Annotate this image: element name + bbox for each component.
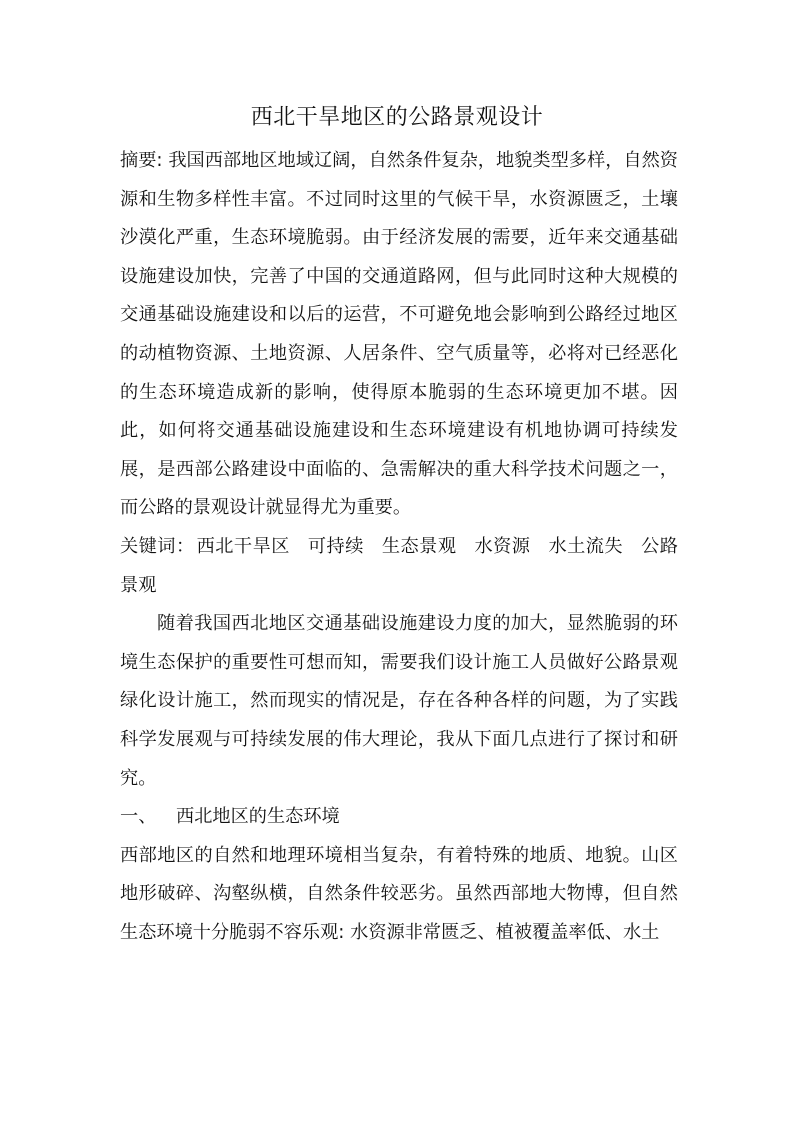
- keyword-item: 公路景观: [120, 535, 678, 596]
- abstract-paragraph: [120, 142, 678, 528]
- abstract-label: 摘要:: [120, 150, 163, 171]
- document-body: [120, 142, 678, 952]
- document-title: 西北干旱地区的公路景观设计: [250, 105, 544, 130]
- keyword-item: 水资源: [474, 535, 531, 557]
- section-number: 一、: [120, 806, 157, 828]
- section-paragraph: 西部地区的自然和地理环境相当复杂，有着特殊的地质、地貌。山区地形破碎、沟壑纵横，自然条件较恶劣。虽然西部地大物博，但自然生态环境十分脆弱不容乐观: 水资源非常匮乏、植被覆盖率低、水土: [120, 844, 678, 943]
- keyword-item: 西北干旱区: [196, 535, 290, 557]
- keywords-paragraph: [120, 528, 678, 605]
- keyword-item: 水土流失: [548, 535, 624, 557]
- section-title: 西北地区的生态环境: [176, 806, 340, 828]
- section-heading: [120, 798, 678, 837]
- keyword-item: 生态景观: [381, 535, 457, 557]
- keywords-label: 关键词：: [120, 535, 195, 557]
- abstract-text: 我国西部地区地域辽阔，自然条件复杂，地貌类型多样，自然资源和生物多样性丰富。不过同时这里的气候干旱，水资源匮乏，土壤沙漠化严重，生态环境脆弱。由于经济发展的需要，近年来交通基础设施建设加快，完善了中国的交通道路网，但与此同时这种大规模的交通基础设施建设和以后的运营，不可避免地会影响到公路经过地区的动植物资源、土地资源、人居条件、空气质量等，必将对已经恶化的生态环境造成新的影响，使得原本脆弱的生态环境更加不堪。因此，如何将交通基础设施建设和生态环境建设有机地协调可持续发展，是西部公路建设中面临的、急需解决的重大科学技术问题之一，而公路的景观设计就显得尤为重要。: [120, 150, 678, 519]
- keyword-item: 可持续: [307, 535, 364, 557]
- intro-paragraph: 随着我国西北地区交通基础设施建设力度的加大，显然脆弱的环境生态保护的重要性可想而知，需要我们设计施工人员做好公路景观绿化设计施工，然而现实的情况是，存在各种各样的问题，为了实践科学发展观与可持续发展的伟大理论，我从下面几点进行了探讨和研究。: [120, 613, 678, 789]
